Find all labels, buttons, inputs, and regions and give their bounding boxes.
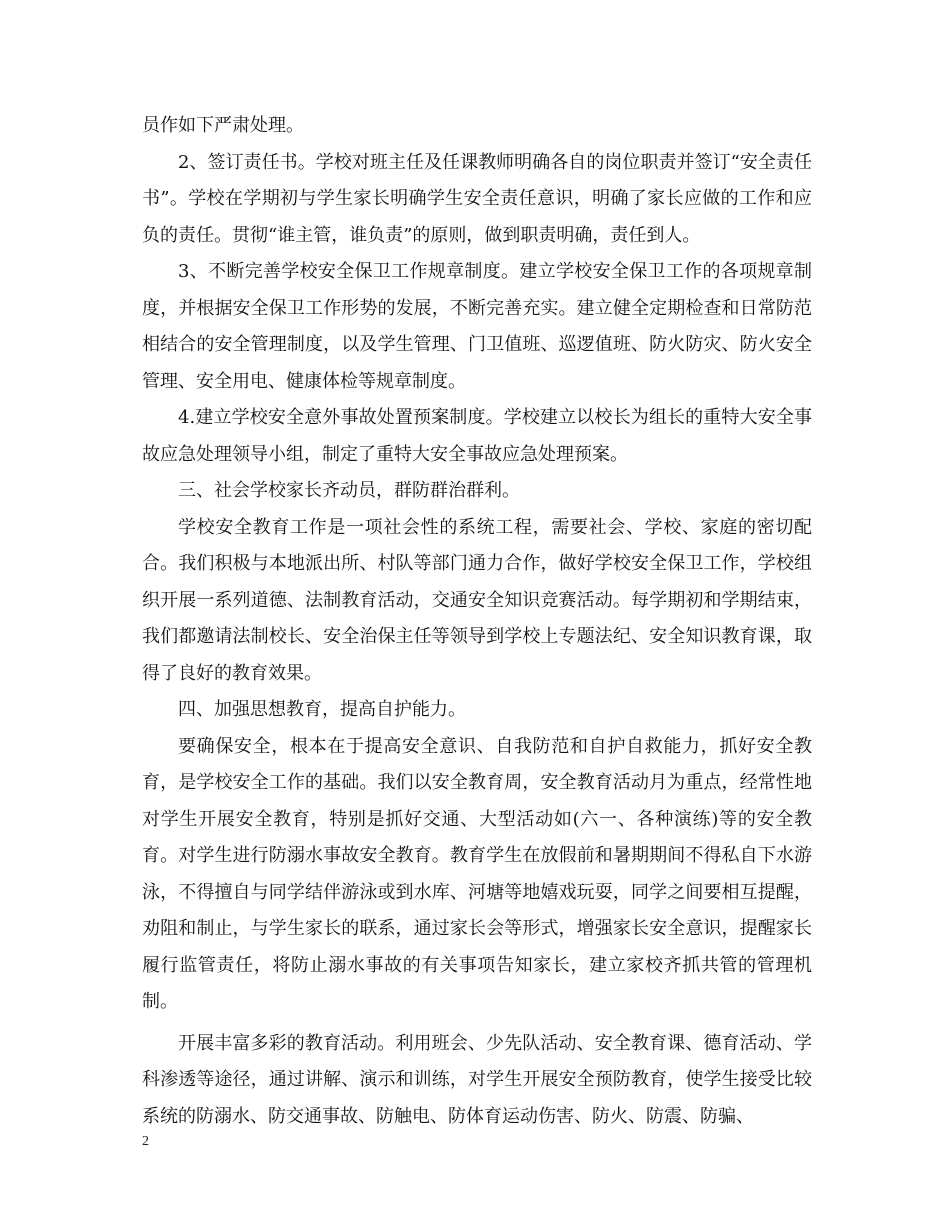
section-heading-education: 四、加强思想教育，提高自护能力。: [178, 699, 466, 720]
paragraph-security-rules: 3、不断完善学校安全保卫工作规章制度。建立学校安全保卫工作的各项规章制度，并根据安全保卫工作形势的发展，不断完善充实。建立健全定期检查和日常防范相结合的安全管理制度，以及学生管理、门卫值班、巡逻值班、防火防灾、防火安全管理、安全用电、健康体检等规章制度。: [142, 261, 812, 392]
paragraph-safety-awareness: 要确保安全，根本在于提高安全意识、自我防范和自护自救能力，抓好安全教育，是学校安全工作的基础。我们以安全教育周，安全教育活动月为重点，经常性地对学生开展安全教育，特别是抓好交通、大型活动如(六一、各种演练)等的安全教育。对学生进行防溺水事故安全教育。教育学生在放假前和暑期期间不得私自下水游泳，不得擅自与同学结伴游泳或到水库、河塘等地嬉戏玩耍，同学之间要相互提醒，劝阻和制止，与学生家长的联系，通过家长会等形式，增强家长安全意识，提醒家长履行监管责任，将防止溺水事故的有关事项告知家长，建立家校齐抓共管的管理机制。: [142, 735, 812, 1012]
paragraph-social-cooperation: 学校安全教育工作是一项社会性的系统工程，需要社会、学校、家庭的密切配合。我们积极与本地派出所、村队等部门通力合作，做好学校安全保卫工作，学校组织开展一系列道德、法制教育活动，交通安全知识竞赛活动。每学期初和学期结束，我们都邀请法制校长、安全治保主任等领导到学校上专题法纪、安全知识教育课，取得了良好的教育效果。: [142, 516, 812, 684]
paragraph-continuation: 员作如下严肃处理。: [142, 115, 304, 136]
paragraph-responsibility-letter: 2、签订责任书。学校对班主任及任课教师明确各自的岗位职责并签订“安全责任书”。学校在学期初与学生家长明确学生安全责任意识，明确了家长应做的工作和应负的责任。贯彻“谁主管，谁负责”的原则，做到职责明确，责任到人。: [142, 151, 812, 246]
paragraph-education-activities: 开展丰富多彩的教育活动。利用班会、少先队活动、安全教育课、德育活动、学科渗透等途径，通过讲解、演示和训练，对学生开展安全预防教育，使学生接受比较系统的防溺水、防交通事故、防触电、防体育运动伤害、防火、防震、防骗、: [142, 1032, 812, 1127]
document-body: [142, 108, 812, 1135]
paragraph-emergency-plan: 4.建立学校安全意外事故处置预案制度。学校建立以校长为组长的重特大安全事故应急处理领导小组，制定了重特大安全事故应急处理预案。: [142, 407, 812, 465]
page-number: 2: [142, 1134, 149, 1149]
section-heading-mobilization: 三、社会学校家长齐动员，群防群治群利。: [178, 480, 520, 501]
